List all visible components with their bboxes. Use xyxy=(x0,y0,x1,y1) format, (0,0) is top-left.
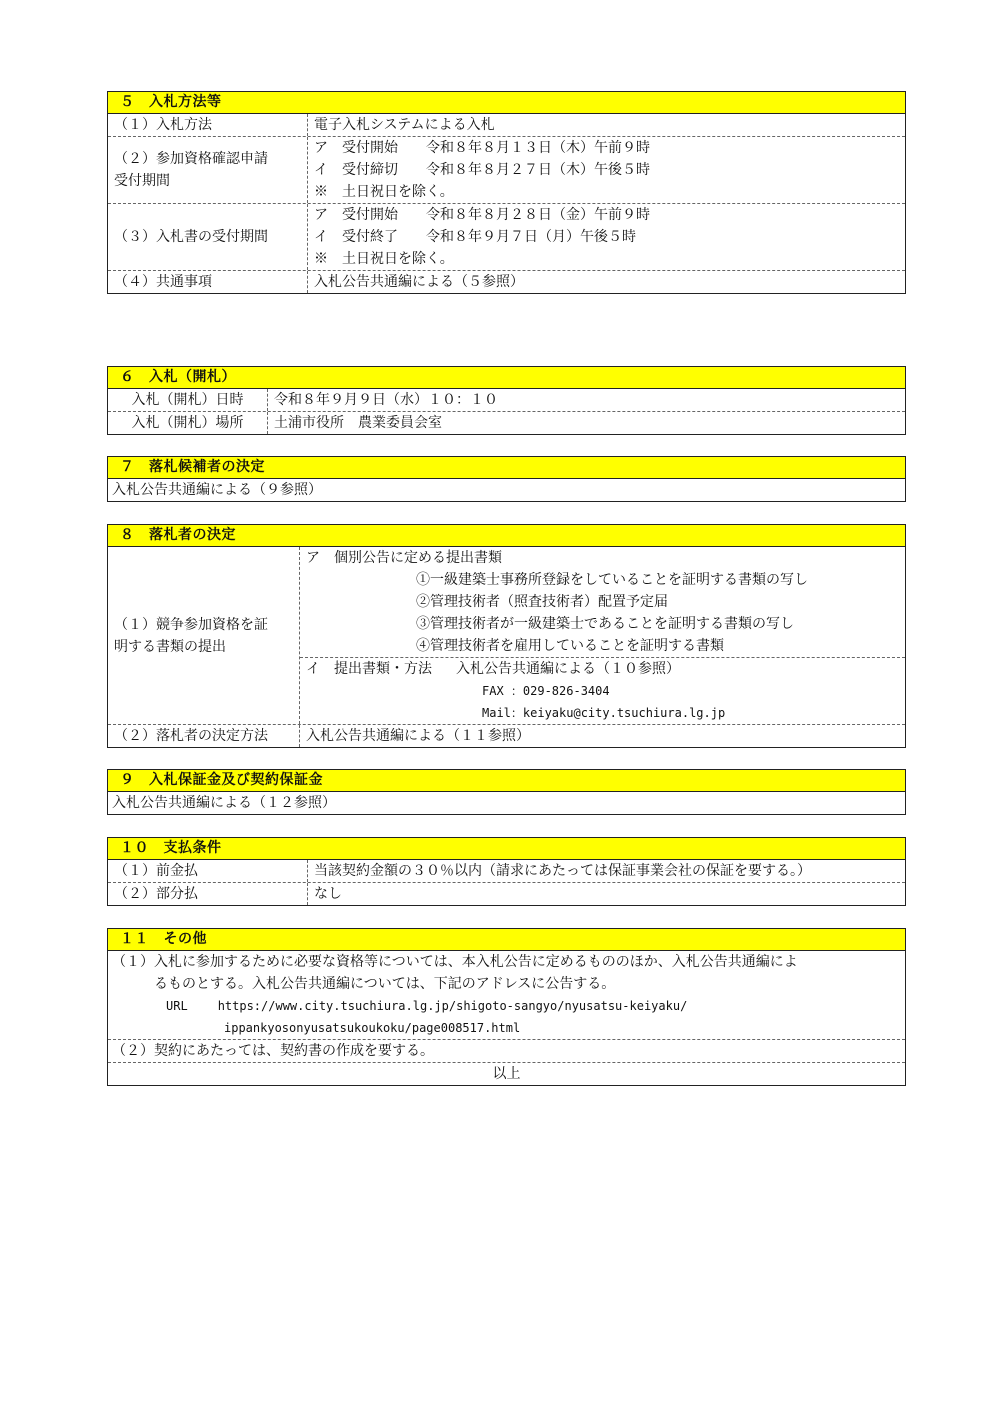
s8-part-b xyxy=(300,657,905,724)
s11-url-label: URL xyxy=(166,999,188,1013)
s5-r1-label: （１）入札方法 xyxy=(108,114,308,136)
s5-r2-line-1: ア 受付開始 令和８年８月１３日（木）午前９時 xyxy=(314,140,650,156)
s6-r2-label: 入札（開札）場所 xyxy=(108,412,268,434)
s6-row-place xyxy=(108,411,905,434)
s5-r2-line-3: ※ 土日祝日を除く。 xyxy=(314,184,454,200)
s8-fax: FAX ：029-826-3404 xyxy=(482,684,610,698)
section-9 xyxy=(107,769,906,815)
s5-r3-line-3: ※ 土日祝日を除く。 xyxy=(314,251,454,267)
s8-row-method xyxy=(108,724,905,747)
s8-a-head: ア 個別公告に定める提出書類 xyxy=(306,550,502,566)
section-8-title: ８ 落札者の決定 xyxy=(108,525,905,547)
s10-r2-label: （２）部分払 xyxy=(108,883,308,905)
section-5-title: ５ 入札方法等 xyxy=(108,92,905,114)
s11-p2: （２）契約にあたっては、契約書の作成を要する。 xyxy=(108,1039,905,1062)
s8-b-head: イ 提出書類・方法 xyxy=(306,661,432,677)
s8-a-item-1: ①一級建築士事務所登録をしていることを証明する書類の写し xyxy=(416,572,808,588)
s5-r3-line-2: イ 受付終了 令和８年９月７日（月）午後５時 xyxy=(314,229,636,245)
section-10 xyxy=(107,837,906,906)
s5-r2-label xyxy=(108,137,308,203)
section-8 xyxy=(107,524,906,748)
section-6 xyxy=(107,366,906,435)
s8-row-documents xyxy=(108,547,905,724)
s5-r4-value: 入札公告共通編による（５参照） xyxy=(314,274,524,290)
section-7 xyxy=(107,456,906,502)
s5-r1-value: 電子入札システムによる入札 xyxy=(314,117,495,133)
s11-url-2[interactable]: ippankyosonyusatsukoukoku/page008517.html xyxy=(224,1021,521,1035)
s10-r1-label: （１）前金払 xyxy=(108,860,308,882)
section-11 xyxy=(107,928,906,1086)
s10-row-advance xyxy=(108,860,905,882)
s6-row-datetime xyxy=(108,389,905,411)
s6-r1-value: 令和８年９月９日（水）１０：１０ xyxy=(274,392,498,408)
s5-r2-value xyxy=(308,137,905,203)
s8-b-line xyxy=(306,658,899,680)
s5-r3-line-1: ア 受付開始 令和８年８月２８日（金）午前９時 xyxy=(314,207,650,223)
s11-end: 以上 xyxy=(108,1062,905,1085)
s8-part-a xyxy=(300,547,905,657)
s8-r1-value xyxy=(300,547,905,724)
s5-row-bid-period xyxy=(108,203,905,270)
s5-r3-label: （３）入札書の受付期間 xyxy=(108,204,308,270)
s6-r2-value: 土浦市役所 農業委員会室 xyxy=(274,415,442,431)
s10-r1-value: 当該契約金額の３０％以内（請求にあたっては保証事業会社の保証を要する。） xyxy=(314,863,811,879)
section-6-title: ６ 入札（開札） xyxy=(108,367,905,389)
s5-r3-value xyxy=(308,204,905,270)
s5-row-method xyxy=(108,114,905,136)
s5-r4-label: （４）共通事項 xyxy=(108,271,308,293)
s8-r1-label xyxy=(108,547,300,724)
s8-a-item-4: ④管理技術者を雇用していることを証明する書類 xyxy=(416,638,724,654)
s10-row-partial xyxy=(108,882,905,905)
section-7-title: ７ 落札候補者の決定 xyxy=(108,457,905,479)
s11-p1 xyxy=(108,951,905,1039)
s8-r1-label-1: （１）競争参加資格を証 xyxy=(114,616,268,633)
s8-a-item-3: ③管理技術者が一級建築士であることを証明する書類の写し xyxy=(416,616,794,632)
s9-text: 入札公告共通編による（１２参照） xyxy=(112,795,336,811)
s8-r2-value: 入札公告共通編による（１１参照） xyxy=(306,728,530,744)
s8-mail: Mail：keiyaku@city.tsuchiura.lg.jp xyxy=(482,706,726,720)
s5-r2-label-2: 受付期間 xyxy=(114,173,170,189)
s11-url-line xyxy=(112,995,901,1017)
s5-r2-line-2: イ 受付締切 令和８年８月２７日（木）午後５時 xyxy=(314,162,650,178)
s8-b-value: 入札公告共通編による（１０参照） xyxy=(456,661,680,677)
section-11-title: １１ その他 xyxy=(108,929,905,951)
s8-a-item-2: ②管理技術者（照査技術者）配置予定届 xyxy=(416,594,668,610)
s8-r2-label: （２）落札者の決定方法 xyxy=(108,725,300,747)
section-5 xyxy=(107,91,906,294)
section-9-title: ９ 入札保証金及び契約保証金 xyxy=(108,770,905,792)
s10-r2-value: なし xyxy=(314,886,342,902)
s6-r1-label: 入札（開札）日時 xyxy=(108,389,268,411)
s11-url-1[interactable]: https://www.city.tsuchiura.lg.jp/shigoto-sangyo/nyusatsu-keiyaku/ xyxy=(217,999,688,1013)
s5-row-common xyxy=(108,270,905,293)
s11-p1-line-2: るものとする。入札公告共通編については、下記のアドレスに公告する。 xyxy=(154,976,616,992)
s11-p1-line-1: （１）入札に参加するために必要な資格等については、本入札公告に定めるもののほか、入札公告共通編によ xyxy=(112,954,798,970)
s7-text: 入札公告共通編による（９参照） xyxy=(112,482,322,498)
s5-r2-label-1: （２）参加資格確認申請 xyxy=(114,151,268,167)
s8-r1-label-2: 明する書類の提出 xyxy=(114,638,226,655)
s5-row-application-period xyxy=(108,136,905,203)
section-10-title: １０ 支払条件 xyxy=(108,838,905,860)
